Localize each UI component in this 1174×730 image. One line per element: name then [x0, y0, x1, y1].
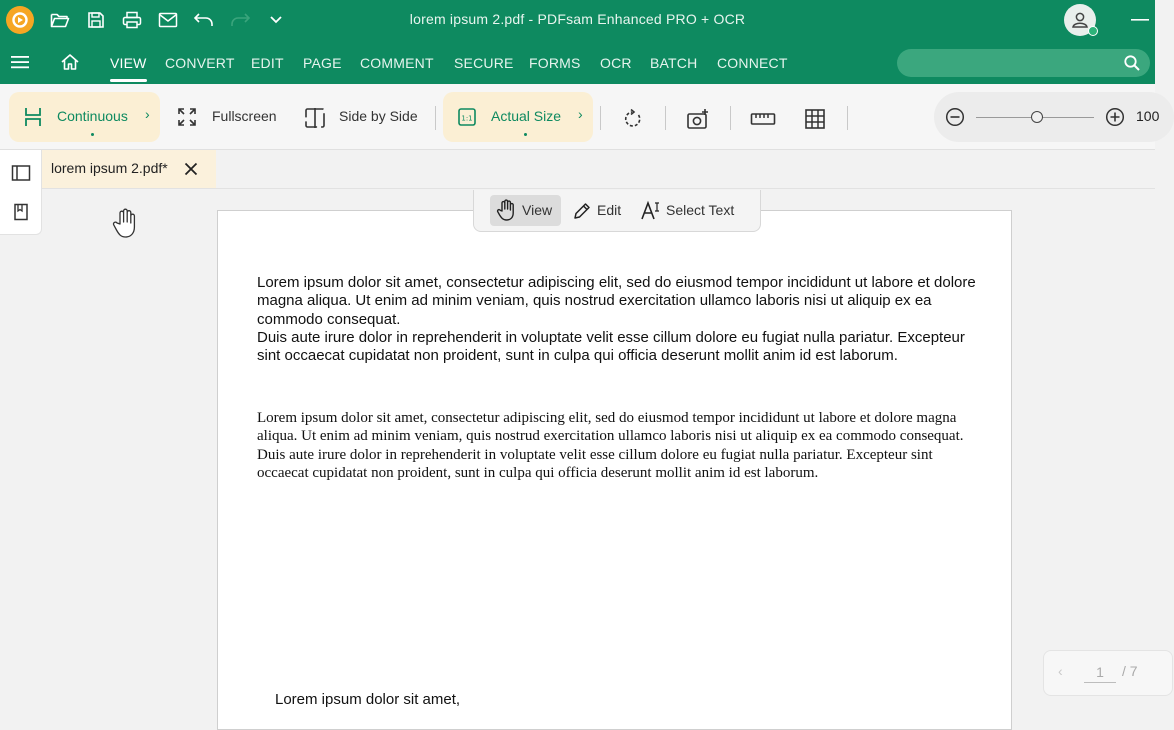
fullscreen-button[interactable] [172, 92, 290, 142]
paragraph-serif: Lorem ipsum dolor sit amet, consectetur adipiscing elit, sed do eiusmod tempor incididunt ut labore et dolore magna aliqua. Ut enim ad minim veniam, quis nostrud exercitation ullamco laboris nisi ut aliquip ex ea commodo consequat. Duis aute irure dolor in reprehenderit in voluptate velit esse cillum dolore eu fugiat nulla pariatur. Excepteur sint occaecat cupidatat non proident, sunt in culpa qui officia deserunt mollit anim id est laborum. [257, 410, 964, 482]
tab-comment[interactable]: COMMENT [360, 55, 434, 71]
ribbon-divider [847, 106, 848, 130]
hand-icon [496, 199, 516, 224]
window-title: lorem ipsum 2.pdf - PDFsam Enhanced PRO + OCR [409, 11, 746, 27]
side-by-side-icon [304, 107, 326, 132]
actual-size-label: Actual Size [491, 108, 562, 124]
title-bar [0, 0, 1155, 40]
app-logo-icon[interactable] [6, 6, 34, 34]
side-by-side-button[interactable] [300, 92, 428, 142]
continuous-label: Continuous [57, 108, 128, 124]
mail-icon[interactable] [156, 8, 180, 32]
online-status-icon [1088, 26, 1098, 36]
bookmark-icon[interactable] [10, 201, 32, 223]
hand-cursor-icon [110, 206, 140, 240]
zoom-out-icon[interactable] [944, 106, 966, 128]
actual-size-chevron-icon[interactable]: › [578, 106, 583, 122]
tab-forms[interactable]: FORMS [529, 55, 581, 71]
zoom-in-icon[interactable] [1104, 106, 1126, 128]
user-avatar-icon[interactable] [1064, 4, 1096, 36]
sidebar-toggle-icon[interactable] [10, 162, 32, 184]
active-indicator-dot [91, 133, 94, 136]
actual-size-button[interactable] [443, 92, 593, 142]
tab-view[interactable]: VIEW [110, 40, 147, 84]
actual-size-icon [457, 107, 477, 130]
grid-icon[interactable] [802, 106, 828, 132]
tab-batch[interactable]: BATCH [650, 55, 698, 71]
ribbon-divider [730, 106, 731, 130]
active-indicator-dot [524, 133, 527, 136]
tab-connect[interactable]: CONNECT [717, 55, 788, 71]
edit-mode-label: Edit [597, 202, 622, 218]
page-number-input[interactable]: 1 [1084, 661, 1116, 683]
ribbon-divider [600, 106, 601, 130]
undo-icon[interactable] [192, 8, 216, 32]
page-navigator [1043, 650, 1173, 696]
print-icon[interactable] [120, 8, 144, 32]
pencil-icon [572, 201, 592, 224]
paragraph-sans-3: Lorem ipsum dolor sit amet, [275, 691, 461, 708]
home-icon[interactable] [58, 50, 82, 74]
interaction-mode-toolbar [473, 190, 761, 232]
zoom-value[interactable]: 100 [1136, 108, 1160, 124]
edit-mode-button[interactable] [569, 195, 629, 226]
tab-edit[interactable]: EDIT [251, 55, 284, 71]
left-panel-strip [0, 150, 42, 235]
tab-row-divider [42, 188, 1155, 189]
tab-secure[interactable]: SECURE [454, 55, 514, 71]
rotate-icon[interactable] [621, 107, 645, 131]
chevron-down-icon[interactable] [264, 8, 288, 32]
page-total: / 7 [1122, 663, 1138, 679]
continuous-layout-icon [23, 106, 43, 131]
ribbon-divider [435, 106, 436, 130]
paragraph-sans-1: Lorem ipsum dolor sit amet, consectetur adipiscing elit, sed do eiusmod tempor incididunt ut labore et dolore magna aliqua. Ut enim ad minim veniam, quis nostrud exercitation ullamco laboris nisi ut aliquip ex ea commodo consequat. [257, 274, 976, 328]
open-folder-icon[interactable] [48, 8, 72, 32]
tab-page[interactable]: PAGE [303, 55, 342, 71]
document-tab[interactable] [42, 150, 216, 188]
save-icon[interactable] [84, 8, 108, 32]
close-tab-icon[interactable] [182, 160, 200, 178]
minimize-icon[interactable] [1128, 8, 1152, 32]
search-input[interactable] [897, 49, 1150, 77]
zoom-control [934, 92, 1174, 142]
hamburger-menu-icon[interactable] [8, 50, 32, 74]
paragraph-sans-2: Duis aute irure dolor in reprehenderit in voluptate velit esse cillum dolore eu fugiat nulla pariatur. Excepteur sint occaecat cupidatat non proident, sunt in culpa qui officia deserunt mollit anim id est laborum. [257, 329, 965, 365]
zoom-slider-thumb[interactable] [1031, 111, 1043, 123]
side-by-side-label: Side by Side [339, 108, 418, 124]
snapshot-camera-icon[interactable] [685, 106, 711, 132]
ruler-icon[interactable] [749, 107, 777, 131]
view-mode-button[interactable] [490, 195, 561, 226]
continuous-button[interactable] [9, 92, 160, 142]
fullscreen-label: Fullscreen [212, 108, 277, 124]
select-text-icon [640, 200, 662, 225]
tab-convert[interactable]: CONVERT [165, 55, 235, 71]
select-text-mode-button[interactable] [637, 195, 747, 226]
continuous-chevron-icon[interactable]: › [145, 106, 150, 122]
svg-text:1:1: 1:1 [461, 114, 473, 123]
select-text-label: Select Text [666, 202, 735, 218]
previous-page-icon[interactable]: ‹ [1058, 663, 1063, 679]
redo-icon [228, 8, 252, 32]
document-tab-label: lorem ipsum 2.pdf* [51, 160, 168, 176]
search-icon[interactable] [1122, 53, 1142, 73]
tab-ocr[interactable]: OCR [600, 55, 632, 71]
fullscreen-icon [178, 108, 196, 129]
view-mode-label: View [522, 202, 553, 218]
ribbon-divider [665, 106, 666, 130]
